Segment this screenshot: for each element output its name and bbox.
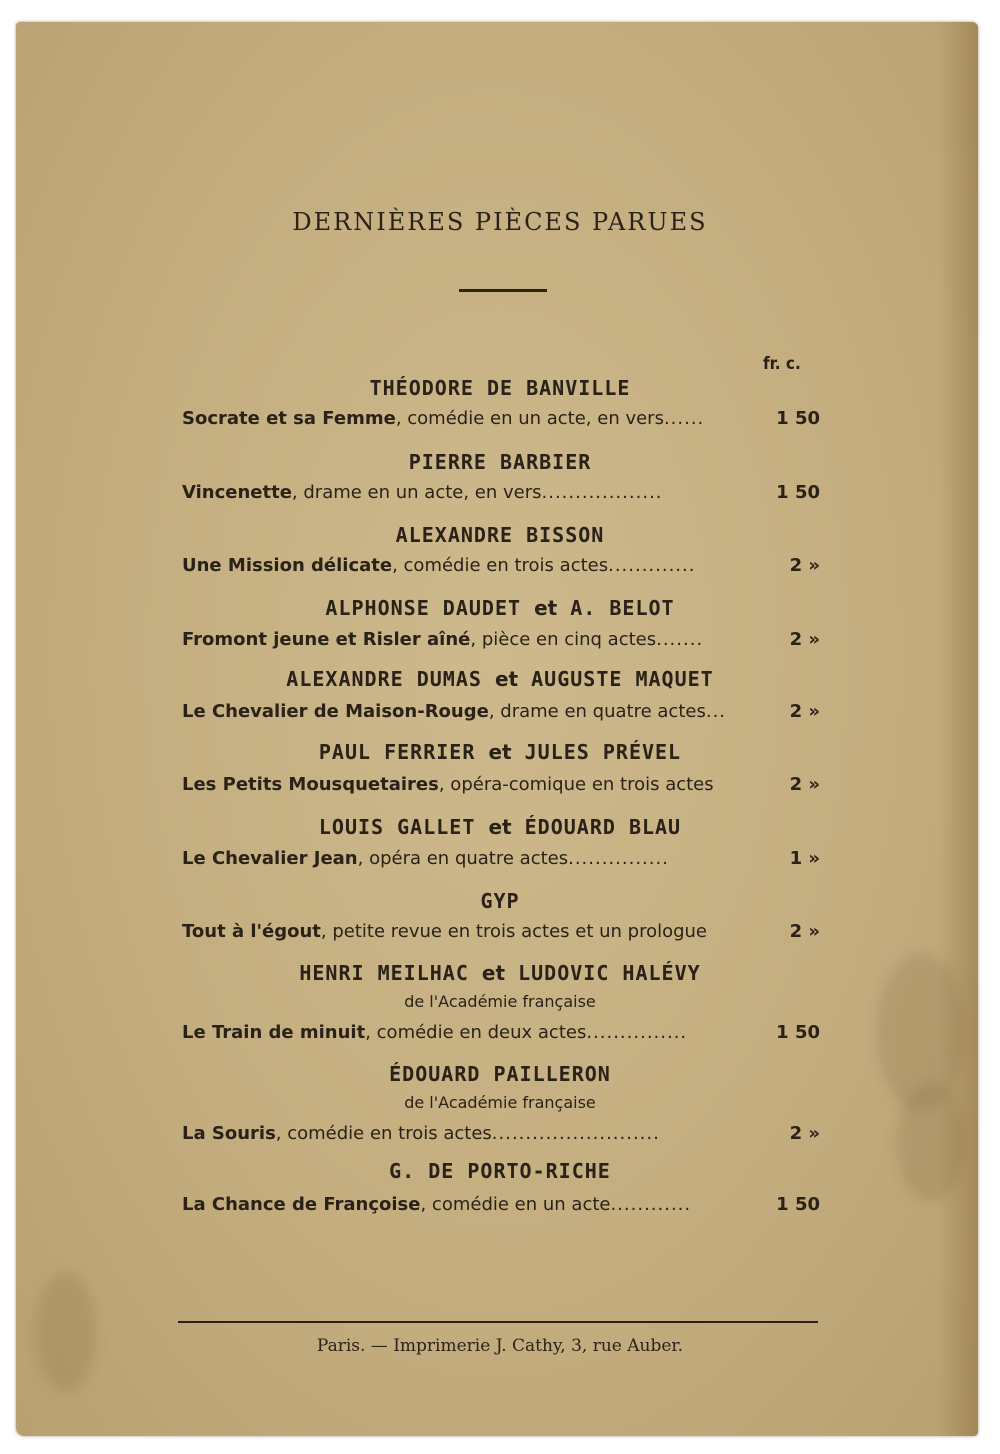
author-name-a: HENRI MEILHAC [299, 961, 469, 985]
author-name-b: AUGUSTE MAQUET [531, 667, 714, 691]
work-entry [182, 408, 756, 429]
work-entry [182, 1022, 756, 1043]
author-name-b: ÉDOUARD BLAU [524, 815, 682, 839]
work-description: , pièce en cinq actes [470, 629, 657, 650]
leader-dots: ............. [608, 555, 696, 576]
work-entry [182, 555, 756, 576]
heading-rule [459, 289, 547, 292]
author-name: PIERRE BARBIER [408, 450, 592, 474]
author-conjunction: et [488, 740, 512, 764]
work-title: La Chance de Françoise [182, 1194, 421, 1215]
currency-header: fr. c. [763, 354, 801, 374]
author-name-a: LOUIS GALLET [318, 815, 476, 839]
work-entry [182, 1123, 756, 1144]
work-description: , drame en un acte, en vers [291, 482, 542, 503]
author-name: THÉODORE DE BANVILLE [369, 376, 631, 400]
work-title: Le Chevalier de Maison-Rouge [182, 701, 489, 722]
work-description: , opéra-comique en trois actes [438, 774, 714, 795]
author-conjunction: et [534, 596, 558, 620]
work-title: Vincenette [182, 482, 292, 503]
academy-note: de l'Académie française [404, 992, 596, 1011]
leader-dots: ............... [568, 848, 669, 869]
price: 2 » [789, 774, 820, 795]
author-name: ALEXANDRE BISSON [395, 523, 605, 547]
price: 2 » [789, 701, 820, 722]
author-name [180, 667, 820, 691]
author-name-b: LUDOVIC HALÉVY [518, 961, 701, 985]
author-name-b: A. BELOT [570, 596, 675, 620]
price: 2 » [789, 629, 820, 650]
leader-dots: ......................... [491, 1123, 660, 1144]
leader-dots: .................. [541, 482, 663, 503]
work-description: , comédie en trois actes [275, 1123, 492, 1144]
work-title: Le Chevalier Jean [182, 848, 358, 869]
price: 1 50 [776, 1022, 820, 1043]
leader-dots: ....... [656, 629, 704, 650]
author-conjunction: et [488, 815, 512, 839]
work-description: , comédie en trois actes [392, 555, 609, 576]
price: 1 » [789, 848, 820, 869]
work-description: , comédie en un acte [420, 1194, 611, 1215]
price: 1 50 [776, 482, 820, 503]
price: 2 » [789, 1123, 820, 1144]
author-name [180, 815, 820, 839]
work-entry [182, 774, 756, 795]
author-conjunction: et [481, 961, 506, 985]
work-description: , comédie en deux actes [365, 1022, 587, 1043]
work-title: Tout à l'égout [182, 921, 321, 942]
printer-imprint: Paris. — Imprimerie J. Cathy, 3, rue Auber. [316, 1336, 684, 1356]
work-entry [182, 921, 756, 942]
work-entry [182, 848, 756, 869]
author-name: GYP [480, 889, 520, 913]
work-title: Les Petits Mousquetaires [182, 774, 439, 795]
work-description: , drame en quatre actes [488, 701, 706, 722]
author-conjunction: et [494, 667, 519, 691]
author-name-a: ALEXANDRE DUMAS [286, 667, 482, 691]
author-name [180, 961, 820, 985]
work-entry [182, 1194, 756, 1215]
author-name-a: PAUL FERRIER [318, 740, 476, 764]
work-description: , comédie en un acte, en vers [395, 408, 664, 429]
author-name-b: JULES PRÉVEL [524, 740, 682, 764]
work-entry [182, 482, 756, 503]
work-description: , petite revue en trois actes et un prologue [320, 921, 708, 942]
leader-dots: ............ [610, 1194, 692, 1215]
author-name-a: ALPHONSE DAUDET [325, 596, 522, 620]
price: 1 50 [776, 408, 820, 429]
leader-dots: ...... [663, 408, 705, 429]
price: 2 » [789, 555, 820, 576]
author-name [180, 596, 820, 620]
work-entry [182, 629, 756, 650]
work-title: Le Train de minuit [182, 1022, 366, 1043]
price: 1 50 [776, 1194, 820, 1215]
author-name: ÉDOUARD PAILLERON [389, 1062, 611, 1086]
footer-rule [178, 1321, 818, 1323]
work-entry [182, 701, 756, 722]
leader-dots: ... [705, 701, 727, 722]
work-description: , opéra en quatre actes [357, 848, 569, 869]
water-stain [36, 1272, 96, 1392]
work-title: Socrate et sa Femme [182, 408, 396, 429]
author-name: G. DE PORTO-RICHE [389, 1159, 611, 1183]
work-title: La Souris [182, 1123, 276, 1144]
page-heading: DERNIÈRES PIÈCES PARUES [292, 208, 708, 236]
leader-dots: ............... [586, 1022, 688, 1043]
work-title: Fromont jeune et Risler aîné [182, 629, 471, 650]
academy-note: de l'Académie française [404, 1093, 596, 1112]
author-name [180, 740, 820, 764]
work-title: Une Mission délicate [182, 555, 393, 576]
price: 2 » [789, 921, 820, 942]
